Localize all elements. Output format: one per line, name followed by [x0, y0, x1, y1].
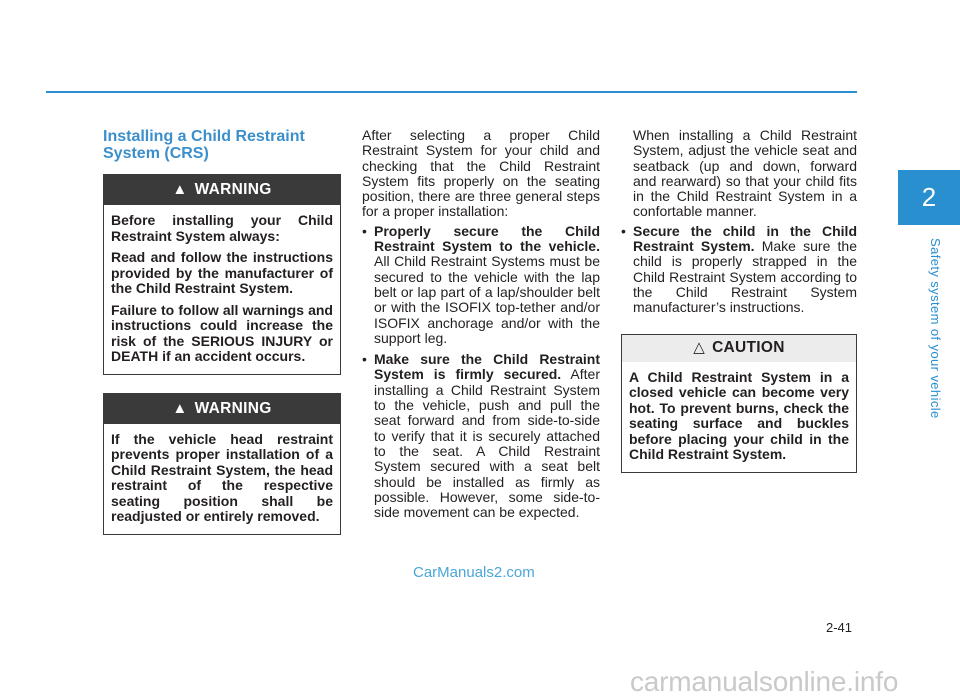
- bullet-icon: •: [362, 222, 367, 239]
- bullet-icon: •: [362, 351, 367, 368]
- step-lead: Secure the child in the Child Restraint System.: [633, 222, 857, 255]
- intro-paragraph: After selecting a proper Child Restraint System for your child and checking that the Child Restraint System fits properly on the seating position, there are three general steps for a proper installation:: [362, 127, 600, 220]
- warning-paragraph: Failure to follow all warnings and instructions could increase the risk of the SERIOUS INJURY or DEATH if an accident occurs.: [111, 301, 333, 364]
- chapter-title: Safety system of your vehicle: [928, 238, 943, 419]
- step-text: All Child Restraint Systems must be secured to the vehicle with the lap belt or lap part of a lap/shoulder belt or with the ISOFIX top-tether and/or ISOFIX anchorage and/or with the support leg.: [374, 253, 600, 346]
- list-item: [362, 224, 600, 346]
- step-text: Make sure the child is properly strapped in the Child Restraint System according to the Child Restraint System manufacturer’s instructions.: [633, 238, 857, 316]
- warning-paragraph: If the vehicle head restraint prevents proper installation of a Child Restraint System, the head restraint of the respective seating position shall be readjusted or entirely removed.: [111, 430, 333, 524]
- column-middle: [362, 128, 600, 526]
- list-item: [362, 352, 600, 520]
- warning-triangle-icon: ▲: [172, 399, 188, 417]
- column-right: [621, 128, 857, 473]
- warning-body: [104, 205, 340, 374]
- warning-label: WARNING: [194, 399, 272, 417]
- warning-header: [104, 394, 340, 424]
- header-rule: [46, 91, 857, 93]
- page-number: 2-41: [826, 620, 853, 635]
- warning-label: WARNING: [194, 181, 272, 199]
- caution-header: [622, 335, 856, 362]
- steps-list: [362, 224, 600, 521]
- warning-paragraph: Before installing your Child Restraint System always:: [111, 212, 333, 244]
- caution-body: [622, 362, 856, 472]
- column-left: [103, 128, 341, 535]
- step-lead: Make sure the Child Restraint System is firmly secured.: [374, 351, 600, 383]
- list-item: [621, 224, 857, 316]
- warning-paragraph: Read and follow the instructions provided by the manufacturer of the Child Restraint System.: [111, 249, 333, 296]
- chapter-tab: [898, 170, 960, 225]
- warning-box-2: [103, 393, 341, 535]
- warning-box-1: [103, 174, 341, 375]
- site-footer: carmanualsonline.info: [630, 666, 899, 697]
- watermark: CarManuals2.com: [413, 564, 535, 581]
- warning-header: [104, 175, 340, 205]
- step-lead: Properly secure the Child Restraint System to the vehicle.: [374, 222, 600, 255]
- warning-triangle-icon: ▲: [172, 181, 188, 199]
- intro-paragraph: When installing a Child Restraint System, adjust the vehicle seat and seatback (up and down, forward and rearward) so that your child fits in the Child Restraint System in a confortable manner.: [633, 127, 857, 220]
- bullet-icon: •: [621, 222, 626, 239]
- warning-body: [104, 424, 340, 534]
- section-heading: Installing a Child Restraint System (CRS): [103, 128, 305, 162]
- chapter-number: 2: [921, 182, 937, 212]
- caution-paragraph: A Child Restraint System in a closed vehicle can become very hot. To prevent burns, check the seating surface and buckles before placing your child in the Child Restraint System.: [629, 368, 849, 463]
- steps-list: [621, 224, 857, 316]
- step-text: After installing a Child Restraint System to the vehicle, push and pull the seat forward and from side-to-side to verify that it is securely attached to the seat. A Child Restraint System secured with a seat belt should be installed as firmly as possible. However, some side-to-side movement can be expected.: [374, 366, 600, 521]
- caution-triangle-icon: △: [693, 339, 706, 357]
- caution-label: CAUTION: [712, 339, 785, 357]
- caution-box: [621, 334, 857, 473]
